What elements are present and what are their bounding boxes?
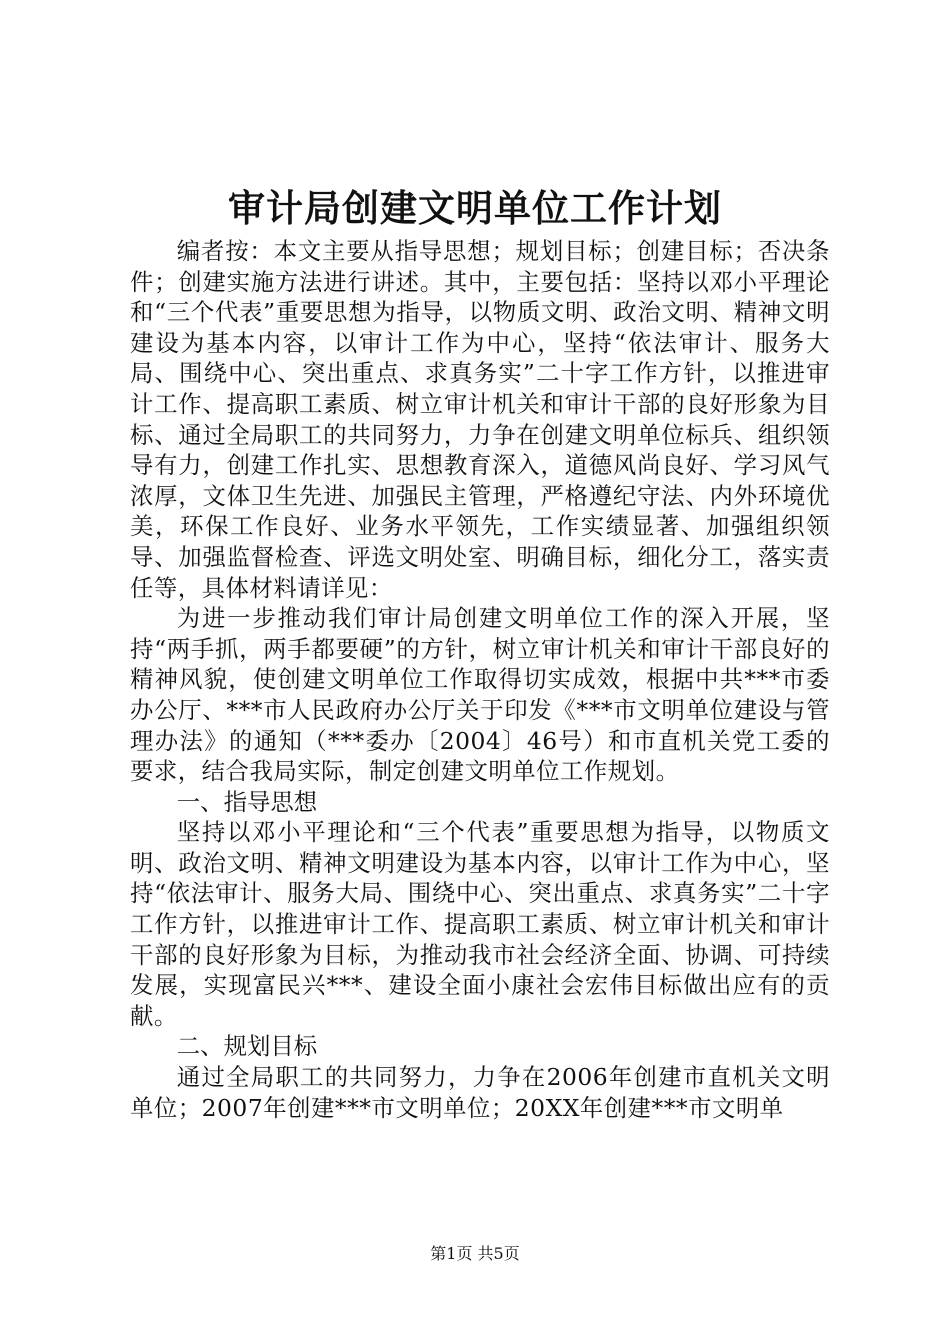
section-heading-guiding-thought: 一、指导思想 xyxy=(176,787,318,816)
editor-note-paragraph: 编者按：本文主要从指导思想；规划目标；创建目标；否决条件；创建实施方法进行讲述。其中，主要包括：坚持以邓小平理论和“三个代表”重要思想为指导，以物质文明、政治文明、精神文明建设为基本内容，以审计工作为中心，坚持“依法审计、服务大局、围绕中心、突出重点、求真务实”二十字工作方针，以推进审计工作、提高职工素质、树立审计机关和审计干部的良好形象为目标、通过全局职工的共同努力，力争在创建文明单位标兵、组织领导有力，创建工作扎实、思想教育深入，道德风尚良好、学习风气浓厚，文体卫生先进、加强民主管理，严格遵纪守法、内外环境优美，环保工作良好、业务水平领先，工作实绩显著、加强组织领导、加强监督检查、评选文明处室、明确目标，细化分工，落实责任等，具体材料请详见： xyxy=(130,237,830,602)
section-heading-planning-goals: 二、规划目标 xyxy=(176,1032,318,1061)
page-footer: 第1页 共5页 xyxy=(430,1244,520,1263)
intro-paragraph: 为进一步推动我们审计局创建文明单位工作的深入开展，坚持“两手抓，两手都要硬”的方针，树立审计机关和审计干部良好的精神风貌，使创建文明单位工作取得切实成效，根据中共***市委办公厅、***市人民政府办公厅关于印发《***市文明单位建设与管理办法》的通知（***委办〔2004〕46号）和市直机关党工委的要求，结合我局实际，制定创建文明单位工作规划。 xyxy=(130,604,830,786)
section-text-guiding-thought: 坚持以邓小平理论和“三个代表”重要思想为指导，以物质文明、政治文明、精神文明建设为基本内容，以审计工作为中心，坚持“依法审计、服务大局、围绕中心、突出重点、求真务实”二十字工作方针，以推进审计工作、提高职工素质、树立审计机关和审计干部的良好形象为目标，为推动我市社会经济全面、协调、可持续发展，实现富民兴***、建设全面小康社会宏伟目标做出应有的贡献。 xyxy=(130,818,830,1030)
section-text-planning-goals: 通过全局职工的共同努力，力争在2006年创建市直机关文明单位；2007年创建***市文明单位；20XX年创建***市文明单 xyxy=(130,1063,830,1122)
document-title: 审计局创建文明单位工作计划 xyxy=(228,186,722,230)
document-body xyxy=(130,236,830,1123)
